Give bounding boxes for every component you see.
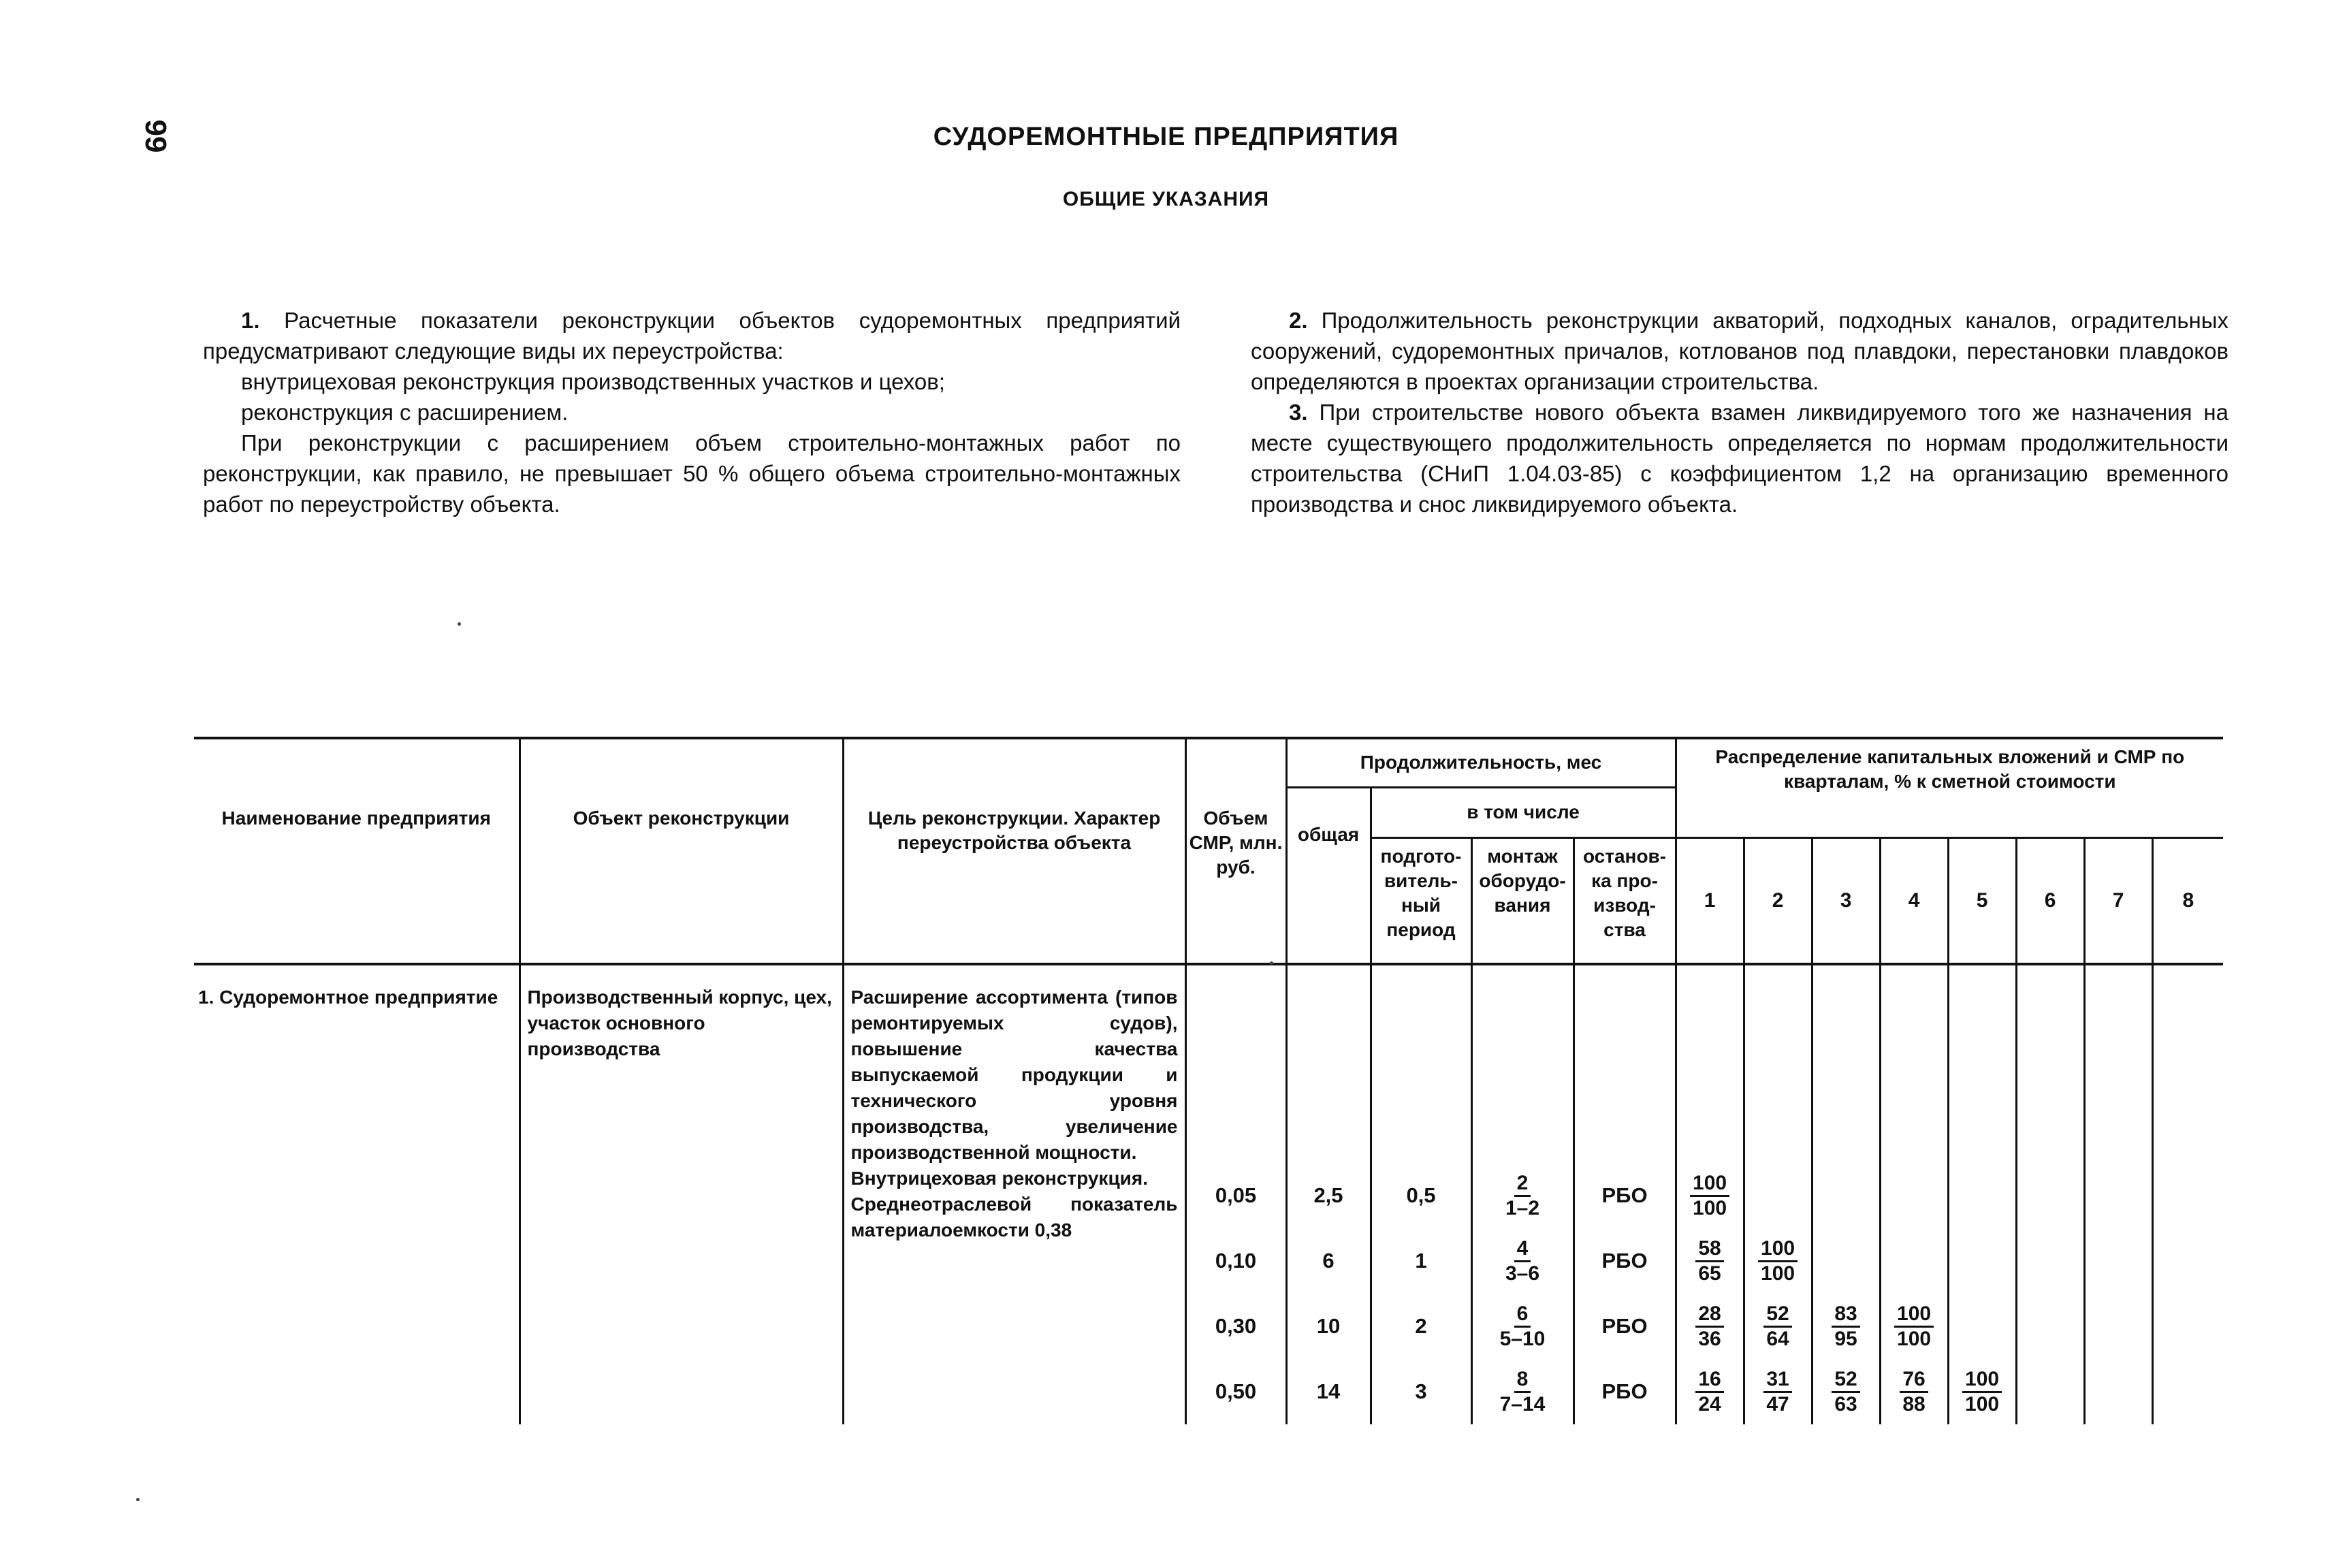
quarter-fraction-numerator: 52 xyxy=(1832,1368,1859,1393)
quarter-fraction xyxy=(1695,1368,1723,1416)
quarter-cell xyxy=(1949,1359,2015,1424)
quarter-fraction xyxy=(1832,1302,1859,1351)
quarter-fraction xyxy=(1695,1302,1723,1351)
stop-value: РБО xyxy=(1601,1183,1648,1207)
header-name: Наименование предприятия xyxy=(194,738,520,964)
stop-value: РБО xyxy=(1601,1379,1648,1403)
table-row xyxy=(194,964,2223,1424)
quarter-cell xyxy=(2017,1294,2083,1359)
stop-value: РБО xyxy=(1601,1249,1648,1273)
mount-fraction xyxy=(1503,1172,1542,1220)
reconstruction-goal: Расширение ассортимента (типов ремонтируемых судов), повышение качества выпускаемой продукции и технического уровня производства, увеличение производственной мощности. Внутрицеховая реконструкция. Среднеотраслевой показатель материалоемкости 0,38 xyxy=(850,987,1178,1241)
mount-fraction-denominator: 1–2 xyxy=(1505,1196,1540,1219)
paragraph-1-continued: При реконструкции с расширением объем строительно-монтажных работ по реконструкции, как правило, не превышает 50 % общего объема строительно-монтажных работ по переустройству объекта. xyxy=(203,430,1181,517)
mount-fraction xyxy=(1497,1368,1548,1416)
prep-period-value: 2 xyxy=(1415,1314,1427,1338)
volume-value: 0,05 xyxy=(1215,1183,1257,1207)
mount-fraction-numerator: 2 xyxy=(1514,1172,1531,1197)
quarter-cell xyxy=(1677,1163,1743,1228)
page-title: СУДОРЕМОНТНЫЕ ПРЕДПРИЯТИЯ xyxy=(933,123,1399,151)
quarter-fraction-numerator: 76 xyxy=(1900,1368,1928,1393)
header-mount: монтаж оборудо-вания xyxy=(1471,837,1574,964)
mount-fraction xyxy=(1497,1302,1548,1351)
prep-period-value: 1 xyxy=(1415,1249,1427,1273)
quarter-fraction-denominator: 100 xyxy=(1965,1392,2000,1415)
quarter-cell xyxy=(1677,1228,1743,1294)
quarter-cell xyxy=(2086,1294,2152,1359)
quarter-cell xyxy=(2017,1228,2083,1294)
right-text-column xyxy=(1251,305,2229,519)
header-volume: Объем СМР, млн. руб. xyxy=(1185,738,1286,964)
paragraph-2: 2. Продолжительность реконструкции акваторий, подходных каналов, оградительных сооружений, судоремонтных причалов, котлованов под плавдоки, перестановки плавдоков определяются в проектах организации строительства. xyxy=(1251,308,2229,394)
mount-fraction-denominator: 3–6 xyxy=(1505,1262,1540,1285)
quarter-cell xyxy=(1813,1228,1879,1294)
volume-value: 0,10 xyxy=(1215,1249,1257,1273)
quarter-fraction xyxy=(1758,1237,1798,1285)
quarter-fraction xyxy=(1962,1368,2002,1416)
quarter-fraction-denominator: 47 xyxy=(1766,1392,1789,1415)
mount-fraction xyxy=(1503,1237,1542,1285)
quarter-6-column xyxy=(2017,965,2083,1424)
quarter-cell xyxy=(2154,1294,2224,1359)
mount-fraction-numerator: 6 xyxy=(1514,1302,1531,1328)
page-number: 99 xyxy=(139,119,172,153)
mount-cell xyxy=(1473,1359,1573,1424)
header-quarter: 2 xyxy=(1744,837,1812,964)
header-including: в том числе xyxy=(1371,787,1676,837)
quarter-cell xyxy=(1881,1294,1947,1359)
mount-fraction-denominator: 5–10 xyxy=(1499,1327,1546,1350)
header-quarter: 6 xyxy=(2016,837,2084,964)
quarter-fraction-numerator: 100 xyxy=(1894,1302,1934,1328)
quarter-cell xyxy=(2154,1228,2224,1294)
section-subtitle: ОБЩИЕ УКАЗАНИЯ xyxy=(1062,188,1270,210)
quarter-2-column xyxy=(1745,965,1811,1424)
duration-norms-table xyxy=(194,737,2223,1424)
list-item: реконструкция с расширением. xyxy=(241,400,569,425)
stop-column xyxy=(1575,965,1675,1424)
quarter-cell xyxy=(1813,1294,1879,1359)
left-text-column xyxy=(203,305,1181,519)
quarter-fraction-numerator: 28 xyxy=(1695,1302,1723,1328)
mount-fraction-numerator: 4 xyxy=(1514,1237,1531,1262)
quarter-cell xyxy=(2086,1163,2152,1228)
quarter-fraction-numerator: 100 xyxy=(1962,1368,2002,1393)
scan-speck xyxy=(1270,961,1273,965)
mount-cell xyxy=(1473,1163,1573,1228)
mount-fraction-numerator: 8 xyxy=(1514,1368,1531,1393)
quarter-cell xyxy=(1949,1294,2015,1359)
quarter-fraction-denominator: 24 xyxy=(1698,1392,1721,1415)
quarter-cell xyxy=(1745,1163,1811,1228)
quarter-cell xyxy=(1881,1163,1947,1228)
header-quarter: 5 xyxy=(1948,837,2016,964)
quarter-fraction xyxy=(1900,1368,1928,1416)
quarter-cell xyxy=(2086,1359,2152,1424)
total-duration-value: 6 xyxy=(1322,1249,1335,1273)
quarter-fraction xyxy=(1894,1302,1934,1351)
quarter-cell xyxy=(1881,1359,1947,1424)
quarter-cell xyxy=(1949,1228,2015,1294)
quarter-cell xyxy=(1813,1359,1879,1424)
quarter-cell xyxy=(1949,1163,2015,1228)
total-duration-value: 14 xyxy=(1316,1379,1341,1403)
quarter-cell xyxy=(2086,1228,2152,1294)
reconstruction-object: Производственный корпус, цех, участок основного производства xyxy=(527,987,832,1059)
quarter-fraction-numerator: 52 xyxy=(1763,1302,1791,1328)
quarter-8-column xyxy=(2154,965,2224,1424)
header-quarter: 3 xyxy=(1812,837,1880,964)
header-duration: Продолжительность, мес xyxy=(1286,738,1676,787)
quarter-fraction-denominator: 100 xyxy=(1761,1262,1795,1285)
volume-value: 0,50 xyxy=(1215,1379,1257,1403)
quarter-cell xyxy=(2017,1359,2083,1424)
header-quarter: 4 xyxy=(1880,837,1948,964)
total-duration-value: 10 xyxy=(1316,1314,1341,1338)
quarter-fraction-numerator: 100 xyxy=(1758,1237,1798,1262)
mount-fraction-denominator: 7–14 xyxy=(1499,1392,1546,1415)
total-duration-column xyxy=(1288,965,1370,1424)
header-goal: Цель реконструкции. Характер переустройства объекта xyxy=(843,738,1185,964)
scan-speck xyxy=(136,1498,140,1501)
mount-column xyxy=(1473,965,1573,1424)
quarter-5-column xyxy=(1949,965,2015,1424)
quarter-7-column xyxy=(2086,965,2152,1424)
quarter-fraction xyxy=(1690,1172,1729,1220)
quarter-fraction-denominator: 64 xyxy=(1766,1327,1789,1350)
quarter-cell xyxy=(1745,1359,1811,1424)
total-duration-value: 2,5 xyxy=(1313,1183,1343,1207)
quarter-cell xyxy=(1677,1359,1743,1424)
quarter-fraction-numerator: 58 xyxy=(1695,1237,1723,1262)
prep-period-column xyxy=(1372,965,1471,1424)
scan-speck xyxy=(458,622,461,626)
quarter-4-column xyxy=(1881,965,1947,1424)
mount-cell xyxy=(1473,1228,1573,1294)
enterprise-name: 1. Судоремонтное предприятие xyxy=(198,987,498,1008)
paragraph-3: 3. При строительстве нового объекта взамен ликвидируемого того же назначения на месте существующего продолжительность определяется по нормам продолжительности строительства (СНиП 1.04.03-85) с коэффициентом 1,2 на организацию временного производства и снос ликвидируемого объекта. xyxy=(1251,400,2229,517)
quarter-fraction-numerator: 83 xyxy=(1832,1302,1859,1328)
header-quarter: 1 xyxy=(1676,837,1744,964)
quarter-cell xyxy=(1677,1294,1743,1359)
header-prep: подгото-витель-ный период xyxy=(1371,837,1471,964)
quarter-3-column xyxy=(1813,965,1879,1424)
quarter-fraction-numerator: 100 xyxy=(1690,1172,1729,1197)
paragraph-1: 1. Расчетные показатели реконструкции объектов судоремонтных предприятий предусматривают следующие виды их переустройства: xyxy=(203,308,1181,364)
header-total: общая xyxy=(1286,787,1371,964)
quarter-cell xyxy=(1745,1228,1811,1294)
quarter-fraction-denominator: 63 xyxy=(1834,1392,1857,1415)
header-stop: останов-ка про-извод-ства xyxy=(1574,837,1676,964)
list-item: внутрицеховая реконструкция производственных участков и цехов; xyxy=(241,369,945,394)
quarter-fraction xyxy=(1695,1237,1723,1285)
quarter-cell xyxy=(1813,1163,1879,1228)
volume-column xyxy=(1187,965,1285,1424)
quarter-cell xyxy=(2154,1163,2224,1228)
quarter-fraction-numerator: 31 xyxy=(1763,1368,1791,1393)
quarter-fraction-denominator: 100 xyxy=(1693,1196,1727,1219)
prep-period-value: 3 xyxy=(1415,1379,1427,1403)
header-quarter: 8 xyxy=(2152,837,2223,964)
mount-cell xyxy=(1473,1294,1573,1359)
quarter-cell xyxy=(1881,1228,1947,1294)
header-object: Объект реконструкции xyxy=(520,738,843,964)
stop-value: РБО xyxy=(1601,1314,1648,1338)
quarter-1-column xyxy=(1677,965,1743,1424)
quarter-cell xyxy=(2017,1163,2083,1228)
quarter-fraction-denominator: 95 xyxy=(1834,1327,1857,1350)
quarter-fraction-denominator: 36 xyxy=(1698,1327,1721,1350)
quarter-fraction-denominator: 88 xyxy=(1902,1392,1926,1415)
header-quarter: 7 xyxy=(2084,837,2152,964)
header-distribution: Распределение капитальных вложений и СМР по кварталам, % к сметной стоимости xyxy=(1676,738,2223,837)
quarter-fraction-denominator: 65 xyxy=(1698,1262,1721,1285)
quarter-fraction xyxy=(1763,1368,1791,1416)
quarter-fraction-numerator: 16 xyxy=(1695,1368,1723,1393)
quarter-cell xyxy=(2154,1359,2224,1424)
quarter-fraction xyxy=(1832,1368,1859,1416)
quarter-fraction xyxy=(1763,1302,1791,1351)
prep-period-value: 0,5 xyxy=(1406,1183,1436,1207)
volume-value: 0,30 xyxy=(1215,1314,1257,1338)
quarter-cell xyxy=(1745,1294,1811,1359)
quarter-fraction-denominator: 100 xyxy=(1897,1327,1932,1350)
